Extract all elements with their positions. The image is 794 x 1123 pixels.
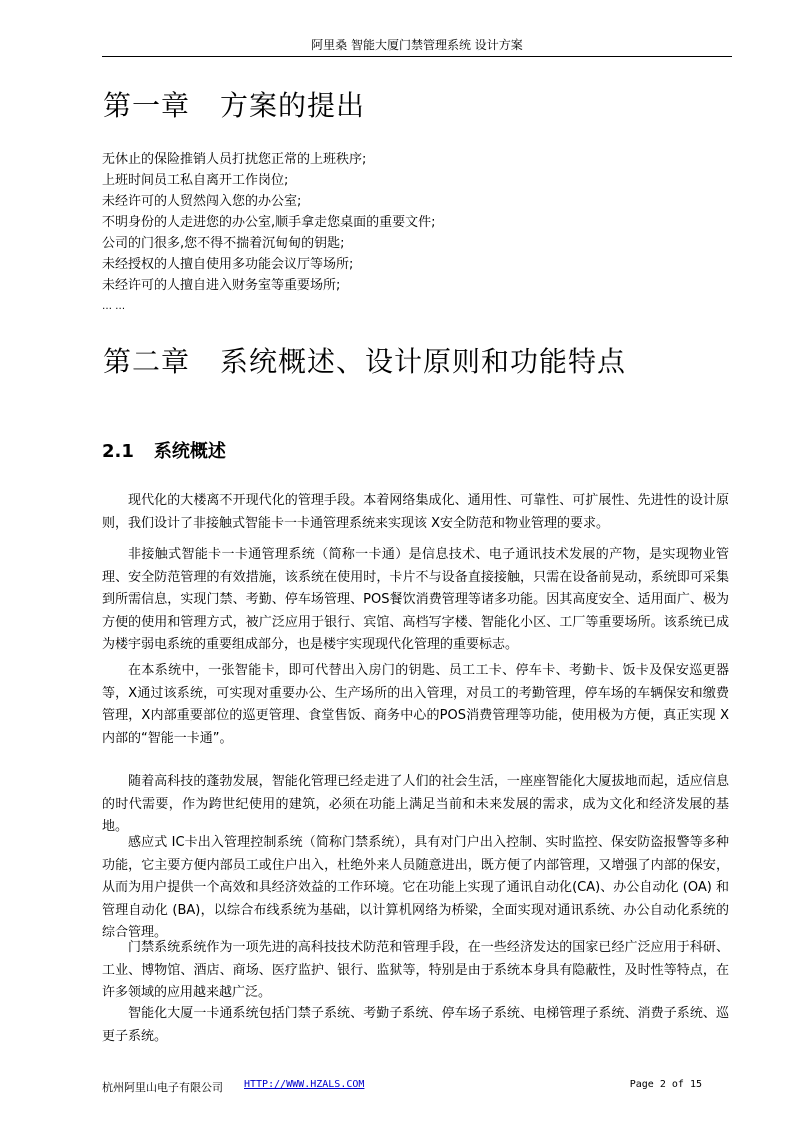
- chapter-1-number: 第一章: [103, 89, 191, 122]
- list-item: … …: [102, 301, 126, 312]
- list-item: 未经授权的人擅自使用多功能会议厅等场所;: [102, 257, 354, 272]
- list-item: 未经许可的人擅自进入财务室等重要场所;: [102, 278, 341, 293]
- paragraph: 感应式 IC卡出入管理控制系统（简称门禁系统），具有对门户出入控制、实时监控、保安防盗报警等多种功能，它主要方便内部员工或住户出入，杜绝外来人员随意进出，既方便了内部管理，又增强了内部的保安，从而为用户提供一个高效和具经济效益的工作环境。它在功能上实现了通讯自动化(CA)、办公自动化 (OA) 和管理自动化 (BA)，以综合布线系统为基础，以计算机网络为桥梁，全面实现对通讯系统、办公自动化系统的综合管理。: [102, 835, 729, 940]
- list-item: 不明身份的人走进您的办公室,顺手拿走您桌面的重要文件;: [102, 215, 436, 230]
- chapter-1-heading: [103, 84, 365, 124]
- section-title: 系统概述: [153, 441, 226, 462]
- list-item: 公司的门很多,您不得不揣着沉甸甸的钥匙;: [102, 236, 345, 251]
- chapter-1-list: [102, 149, 742, 317]
- list-item: 无休止的保险推销人员打扰您正常的上班秩序;: [102, 152, 367, 167]
- page-number: Page 2 of 15: [629, 1079, 702, 1090]
- list-item: 未经许可的人贸然闯入您的办公室;: [102, 194, 302, 209]
- paragraph: 在本系统中，一张智能卡，即可代替出入房门的钥匙、员工工卡、停车卡、考勤卡、饭卡及保安巡更器等，X通过该系统，可实现对重要办公、生产场所的出入管理，对员工的考勤管理，停车场的车辆保安和缴费管理，X内部重要部位的巡更管理、食堂售饭、商务中心的POS消费管理等功能，使用极为方便，真正实现 X内部的“智能一卡通”。: [102, 663, 729, 746]
- paragraph: 智能化大厦一卡通系统包括门禁子系统、考勤子系统、停车场子系统、电梯管理子系统、消费子系统、巡更子系统。: [102, 1006, 729, 1044]
- section-number: 2.1: [102, 441, 134, 462]
- chapter-2-heading: [103, 340, 626, 380]
- paragraph: 非接触式智能卡一卡通管理系统（简称一卡通）是信息技术、电子通讯技术发展的产物，是实现物业管理、安全防范管理的有效措施，该系统在使用时，卡片不与设备直接接触，只需在设备前晃动，系统即可采集到所需信息，实现门禁、考勤、停车场管理、POS餐饮消费管理等诸多功能。因其高度安全、适用面广、极为方便的使用和管理方式，被广泛应用于银行、宾馆、高档写字楼、智能化小区、工厂等重要场所。该系统已成为楼宇弱电系统的重要组成部分，也是楼宇实现现代化管理的重要标志。: [102, 547, 729, 652]
- paragraph: 门禁系统系统作为一项先进的高科技技术防范和管理手段，在一些经济发达的国家已经广泛应用于科研、工业、博物馆、酒店、商场、医疗监护、银行、监狱等，特别是由于系统本身具有隐蔽性，及时性等特点，在许多领域的应用越来越广泛。: [102, 940, 729, 1000]
- section-2-1-heading: [102, 437, 226, 463]
- paragraph: 现代化的大楼离不开现代化的管理手段。本着网络集成化、通用性、可靠性、可扩展性、先进性的设计原则，我们设计了非接触式智能卡一卡通管理系统来实现该 X安全防范和物业管理的要求。: [102, 493, 729, 531]
- footer-company: 杭州阿里山电子有限公司: [102, 1081, 223, 1094]
- header-title: 阿里桑 智能大厦门禁管理系统 设计方案: [311, 38, 523, 52]
- chapter-2-number: 第二章: [103, 345, 191, 378]
- paragraph: 随着高科技的蓬勃发展，智能化管理已经走进了人们的社会生活，一座座智能化大厦拔地而起，适应信息的时代需要，作为跨世纪使用的建筑，必须在功能上满足当前和未来发展的需求，成为文化和经济发展的基地。: [102, 774, 729, 834]
- page-header: [102, 36, 732, 57]
- list-item: 上班时间员工私自离开工作岗位;: [102, 173, 289, 188]
- chapter-2-title: 系统概述、设计原则和功能特点: [220, 345, 627, 378]
- footer-url-link[interactable]: HTTP://WWW.HZALS.COM: [244, 1079, 365, 1090]
- page-footer: [102, 1079, 732, 1097]
- chapter-1-title: 方案的提出: [220, 89, 366, 122]
